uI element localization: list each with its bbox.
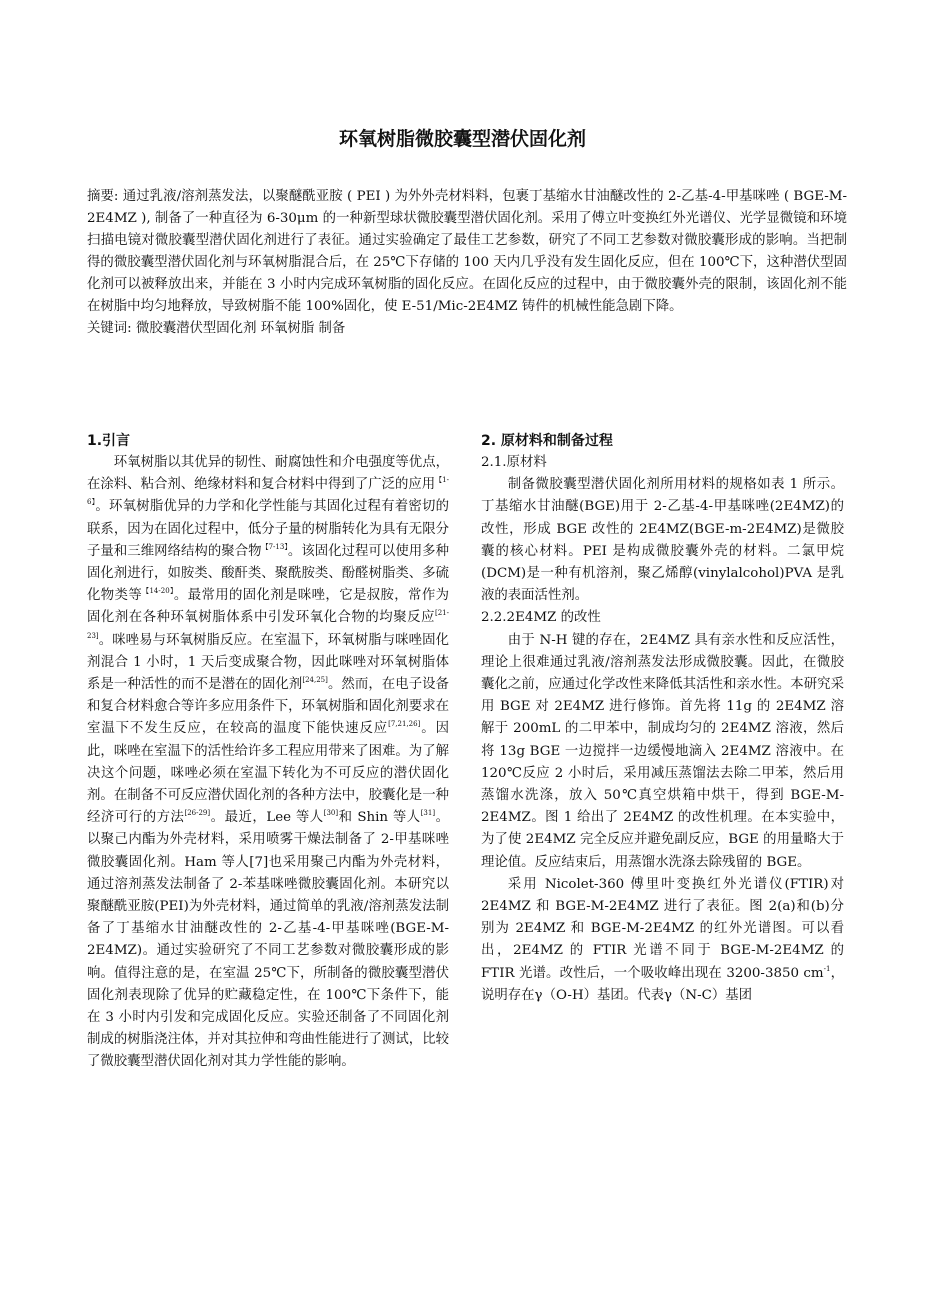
subsection-heading-modification: 2.2.2E4MZ 的改性 xyxy=(481,610,601,626)
left-column xyxy=(87,430,449,1074)
abstract-text: 摘要: 通过乳液/溶剂蒸发法，以聚醚酰亚胺 ( PEI ) 为外外壳材料料，包裹丁基缩水甘油醚改性的 2-乙基-4-甲基咪唑 ( BGE-M-2E4MZ ), 制备了一种直径为 6-30μm 的一种新型球状微胶囊型潜伏固化剂。采用了傅立叶变换红外光谱仪、光学显微镜和环境扫描电镜对微胶囊型潜伏固化剂进行了表征。通过实验确定了最佳工艺参数，研究了不同工艺参数对微胶囊形成的影响。当把制得的微胶囊型潜伏固化剂与环氧树脂混合后，在 25℃下存储的 100 天内几乎没有发生固化反应，但在 100℃下，这种潜伏型固化剂可以被释放出来，并能在 3 小时内完成环氧树脂的固化反应。在固化反应的过程中，由于微胶囊外壳的限制，该固化剂不能在树脂中均匀地释放，导致树脂不能 100%固化，使 E-51/Mic-2E4MZ 铸件的机械性能急剧下降。 xyxy=(87,189,847,314)
citation: 【7-13】 xyxy=(261,542,288,551)
intro-text: 。该固化过程可以使用多种固化剂进行，如胺类、酸酐类、聚酰胺类、酚醛树脂类、多硫化物类等 xyxy=(87,543,450,604)
citation: [31] xyxy=(420,809,436,818)
intro-text: 。环氧树脂优异的力学和化学性能与其固化过程有着密切的联系，因为在固化过程中，低分子量的树脂转化为具有无限分子量和三维网络结构的聚合物 xyxy=(87,499,449,559)
citation: [24,25] xyxy=(302,676,328,685)
right-column xyxy=(481,430,844,1007)
citation: [7,21,26] xyxy=(388,720,421,729)
intro-text: 环氧树脂以其优异的韧性、耐腐蚀性和介电强度等优点，在涂料、粘合剂、绝缘材料和复合材料中得到了广泛的应用 xyxy=(87,455,449,493)
keywords: 关键词: 微胶囊潜伏型固化剂 环氧树脂 制备 xyxy=(87,321,346,336)
raw-materials-paragraph: 制备微胶囊型潜伏固化剂所用材料的规格如表 1 所示。丁基缩水甘油醚(BGE)用于 2-乙基-4-甲基咪唑(2E4MZ)的改性，形成 BGE 改性的 2E4MZ(BGE-m-2E4MZ)是微胶囊的核心材料。PEI 是构成微胶囊外壳的材料。二氯甲烷(DCM)是一种有机溶剂，聚乙烯醇(vinylalcohol)PVA 是乳液的表面活性剂。 xyxy=(481,477,844,604)
ftir-paragraph xyxy=(481,874,844,1007)
abstract xyxy=(87,186,847,340)
intro-text: 。咪唑易与环氧树脂反应。在室温下，环氧树脂与咪唑固化剂混合 1 小时，1 天后变成聚合物，因此咪唑对环氧树脂体系是一种活性的而不是潜在的固化剂 xyxy=(87,632,449,693)
citation: 【1-6】 xyxy=(87,476,449,507)
unit-superscript: -1 xyxy=(823,964,831,973)
citation: [26-29] xyxy=(184,809,211,818)
intro-text: 。以聚己内酯为外壳材料，采用喷雾干燥法制备了 2-甲基咪唑微胶囊固化剂。Ham 等人[7]也采用聚己内酯为外壳材料，通过溶剂蒸发法制备了 2-苯基咪唑微胶囊固化剂。本研究以聚醚酰亚胺(PEI)为外壳材料，通过简单的乳液/溶剂蒸发法制备了丁基缩水甘油醚改性的 2-乙基-4-甲基咪唑(BGE-M-2E4MZ)。通过实验研究了不同工艺参数对微胶囊形成的影响。值得注意的是，在室温 25℃下，所制备的微胶囊型潜伏固化剂表现除了优异的贮藏稳定性，在 100℃下条件下，能在 3 小时内引发和完成固化反应。实验还制备了不同固化剂制成的树脂浇注体，并对其拉伸和弯曲性能进行了测试，比较了微胶囊型潜伏固化剂对其力学性能的影响。 xyxy=(87,810,450,1070)
ftir-text: 采用 Nicolet-360 傅里叶变换红外光谱仪(FTIR)对 2E4MZ 和 BGE-M-2E4MZ 进行了表征。图 2(a)和(b)分别为 2E4MZ 和 BGE-M-2E4MZ 的红外光谱图。可以看出，2E4MZ 的 FTIR 光谱不同于 BGE-M-2E4MZ 的 FTIR 光谱。改性后，一个吸收峰出现在 3200-3850 cm xyxy=(481,876,844,981)
introduction-paragraph xyxy=(87,452,449,1074)
citation: 【14-20】 xyxy=(142,587,174,596)
intro-text: 。最常用的固化剂是咪唑，它是叔胺，常作为固化剂在各种环氧树脂体系中引发环氧化合物的均聚反应 xyxy=(87,588,449,626)
section-heading-introduction: 1.引言 xyxy=(87,433,131,449)
ftir-text: ，说明存在γ（O-H）基团。代表γ（N-C）基团 xyxy=(481,965,844,1003)
intro-text: 和 Shin 等人 xyxy=(338,810,421,826)
citation: [21-23] xyxy=(87,609,449,640)
modification-paragraph: 由于 N-H 键的存在，2E4MZ 具有亲水性和反应活性，理论上很难通过乳液/溶剂蒸发法形成微胶囊。因此，在微胶囊化之前，应通过化学改性来降低其活性和亲水性。本研究采用 BGE 对 2E4MZ 进行修饰。首先将 11g 的 2E4MZ 溶解于 200mL 的二甲苯中，制成均匀的 2E4MZ 溶液，然后将 13g BGE 一边搅拌一边缓慢地滴入 2E4MZ 溶液中。在 120℃反应 2 小时后，采用减压蒸馏法去除二甲苯，然后用蒸馏水洗涤，放入 50℃真空烘箱中烘干，得到 BGE-M-2E4MZ。图 1 给出了 2E4MZ 的改性机理。在本实验中，为了使 2E4MZ 完全反应并避免副反应，BGE 的用量略大于理论值。反应结束后，用蒸馏水洗涤去除残留的 BGE。 xyxy=(481,632,844,870)
intro-text: 。然而，在电子设备和复合材料愈合等许多应用条件下，环氧树脂和固化剂要求在室温下不发生反应，在较高的温度下能快速反应 xyxy=(87,677,450,737)
section-heading-materials: 2. 原材料和制备过程 xyxy=(481,433,613,449)
subsection-heading-raw-materials: 2.1.原材料 xyxy=(481,455,547,470)
citation: [30] xyxy=(323,809,339,818)
intro-text: 。因此，咪唑在室温下的活性给许多工程应用带来了困难。为了解决这个问题，咪唑必须在室温下转化为不可反应的潜伏固化剂。在制备不可反应潜伏固化剂的各种方法中，胶囊化是一种经济可行的方法 xyxy=(87,721,450,826)
paper-title: 环氧树脂微胶囊型潜伏固化剂 xyxy=(338,128,586,150)
intro-text: 。最近，Lee 等人 xyxy=(210,810,324,826)
